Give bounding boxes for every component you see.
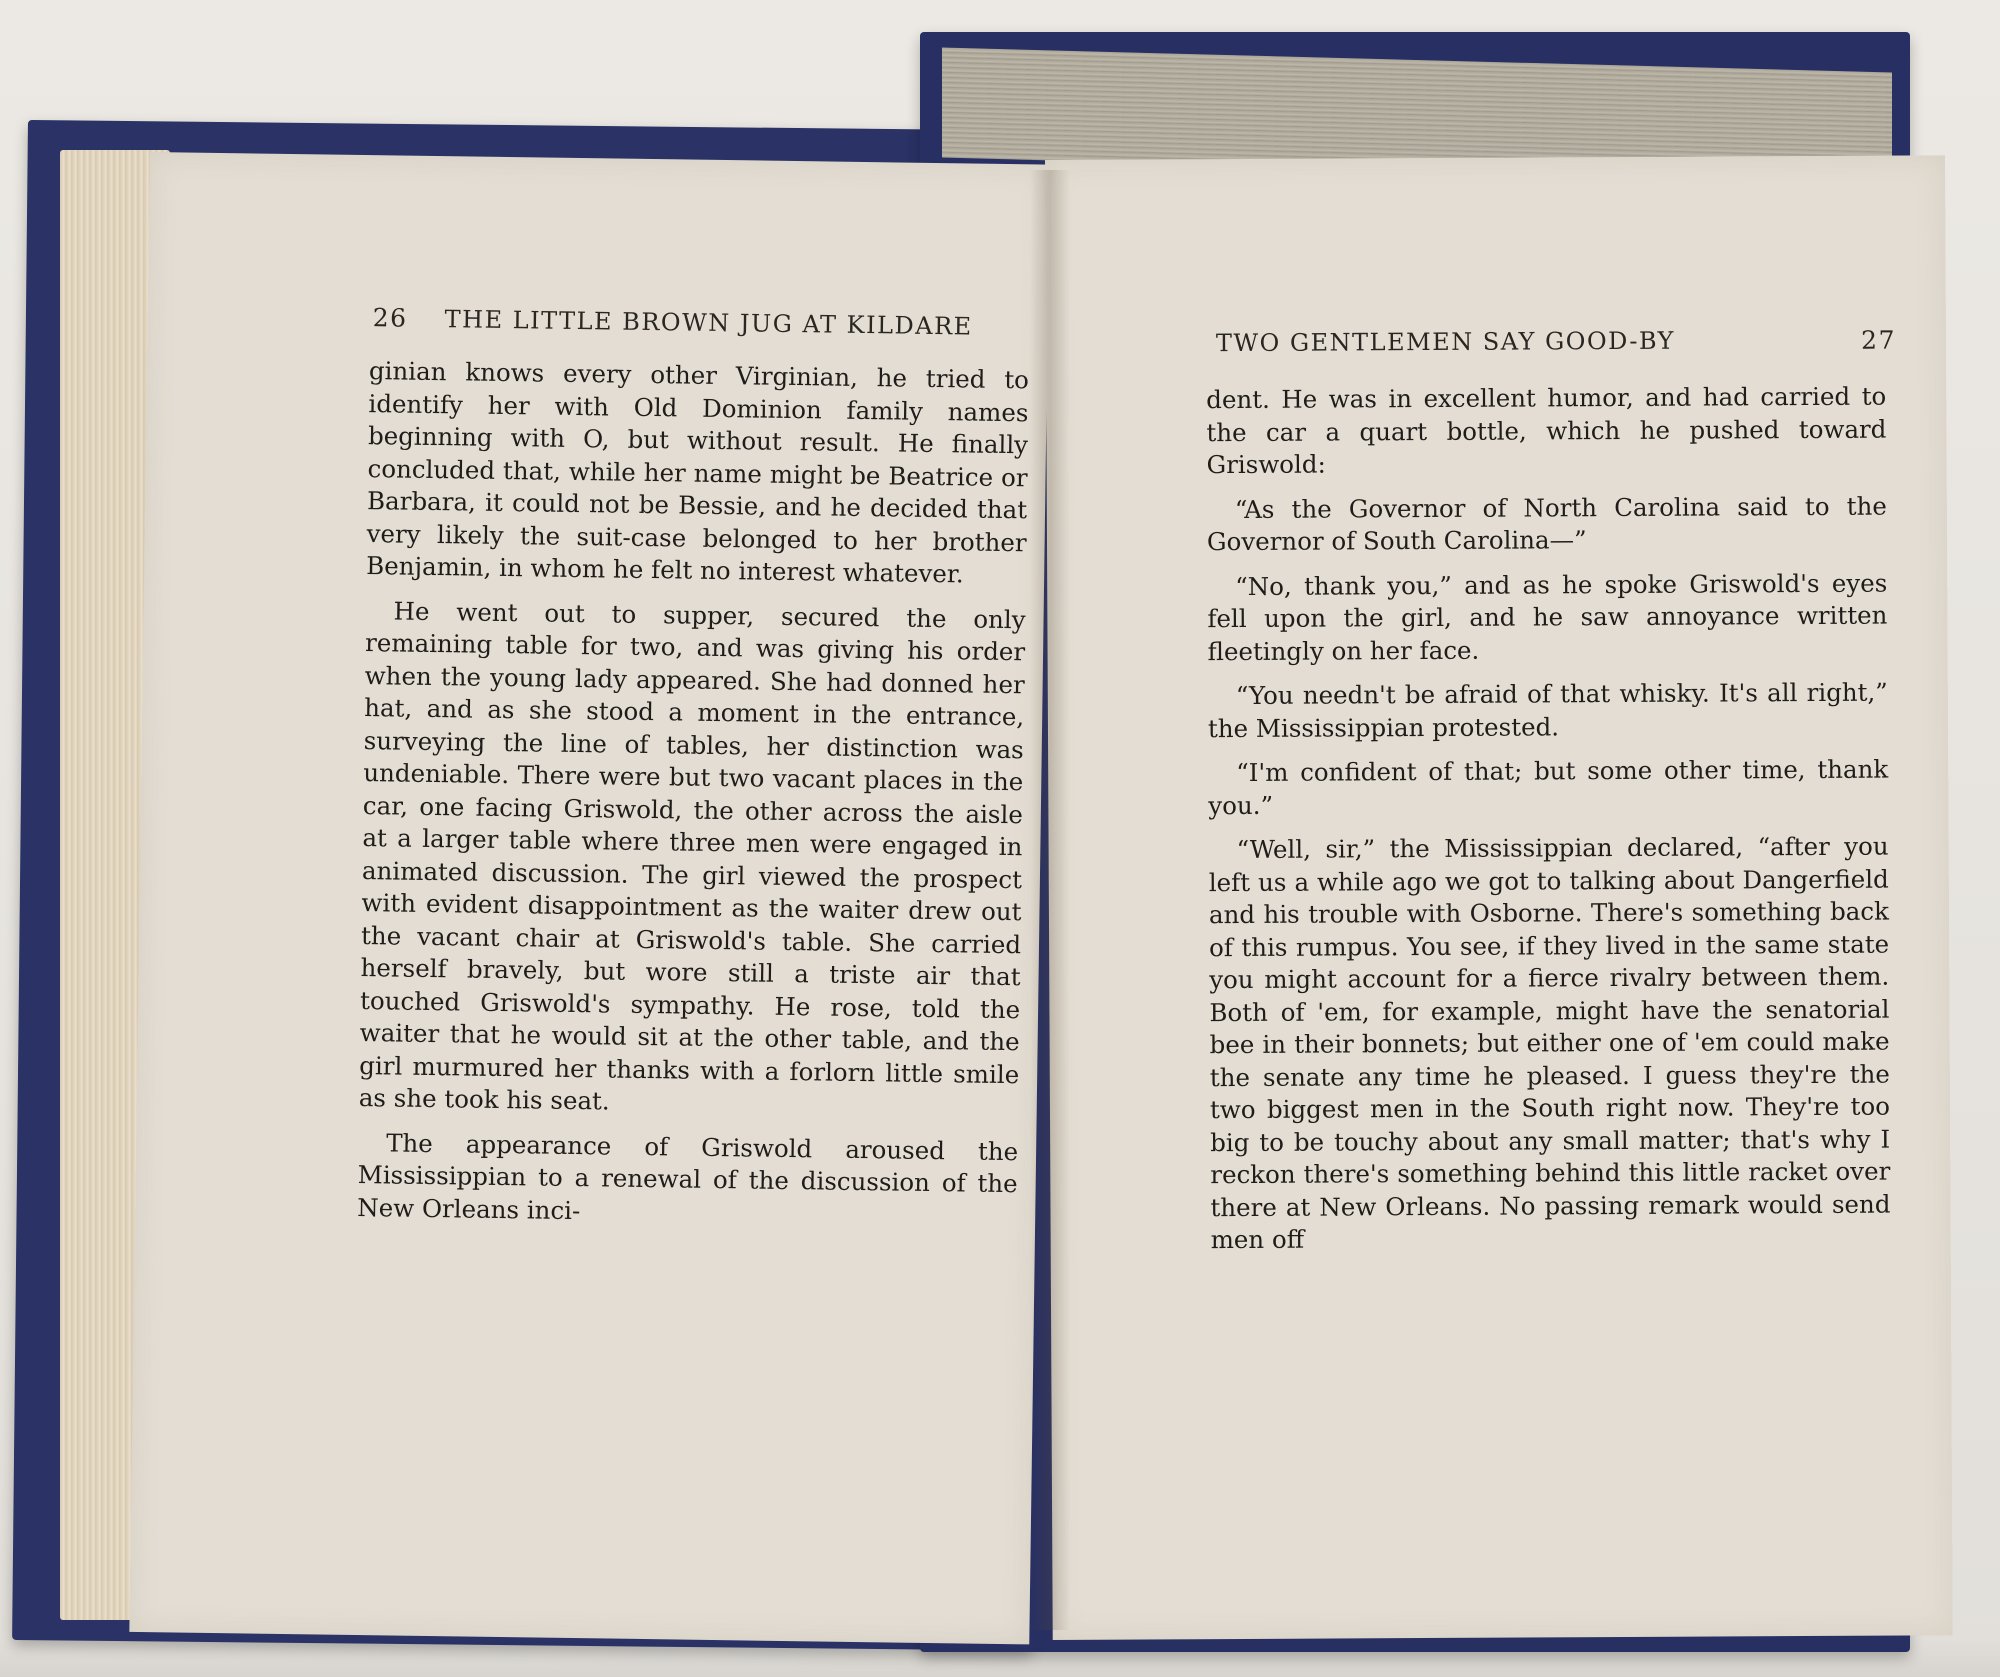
right-body-text xyxy=(1206,381,1891,1269)
left-page-number: 26 xyxy=(372,303,408,333)
paragraph: The appearance of Griswold aroused the Mississippian to a renewal of the discussion of the New Orleans inci- xyxy=(357,1127,1019,1225)
paragraph: “Well, sir,” the Mississippian declared, “after you left us a while ago we got to talking about Dangerfield and his trouble with Osborne. There's something back of this rumpus. You see, if they lived in the same state you might account for a fierce rivalry between them. Both of 'em, for example, might have the senatorial bee in their bonnets; but either one of 'em could make the senate any time he pleased. I guess they're the two biggest men in the South right now. They're too big to be touchy about any small matter; that's why I reckon there's something behind this little racket over there at New Orleans. No passing remark would send men off xyxy=(1208,831,1891,1255)
paragraph: dent. He was in excellent humor, and had carried to the car a quart bottle, which he pushed toward Griswold: xyxy=(1206,381,1887,480)
left-body-text xyxy=(357,355,1029,1245)
paragraph: “No, thank you,” and as he spoke Griswold's eyes fell upon the girl, and he saw annoyance written fleetingly on her face. xyxy=(1207,568,1888,666)
left-running-head xyxy=(373,303,1033,341)
paragraph: ginian knows every other Virginian, he tried to identify her with Old Dominion family names beginning with O, but without result. He finally concluded that, while her name might be Beatrice or Barbara, it could not be Bessie, and he decided that very likely the suit-case belonged to her brother Benjamin, in whom he felt no interest whatever. xyxy=(366,356,1030,589)
right-running-head xyxy=(1216,326,1896,358)
left-page xyxy=(129,152,1050,1644)
right-page-number: 27 xyxy=(1861,325,1897,355)
right-running-head-title: TWO GENTLEMEN SAY GOOD-BY xyxy=(1215,326,1676,358)
paragraph: “As the Governor of North Carolina said to the Governor of South Carolina—” xyxy=(1206,491,1887,557)
left-running-head-title: THE LITTLE BROWN JUG AT KILDARE xyxy=(444,305,973,341)
paragraph: He went out to supper, secured the only remaining table for two, and was giving his order when the young lady appeared. She had donned her hat, and as she stood a moment in the entrance, surveying the line of tables, her distinction was undeniable. There were but two vacant places in the car, one facing Griswold, the other across the aisle at a larger table where three men were engaged in animated discussion. The girl viewed the prospect with evident disappointment as the waiter drew out the vacant chair at Griswold's table. She carried herself bravely, but wore still a triste air that touched Griswold's sympathy. He rose, told the waiter that he would sit at the other table, and the girl murmured her thanks with a forlorn little smile as she took his seat. xyxy=(358,595,1026,1116)
bottom-shadow xyxy=(0,1637,2000,1677)
book-gutter xyxy=(1030,170,1070,1630)
right-page xyxy=(1045,155,1953,1640)
paragraph: “I'm confident of that; but some other time, thank you.” xyxy=(1208,754,1889,820)
paragraph: “You needn't be afraid of that whisky. It's all right,” the Mississippian protested. xyxy=(1207,677,1888,743)
